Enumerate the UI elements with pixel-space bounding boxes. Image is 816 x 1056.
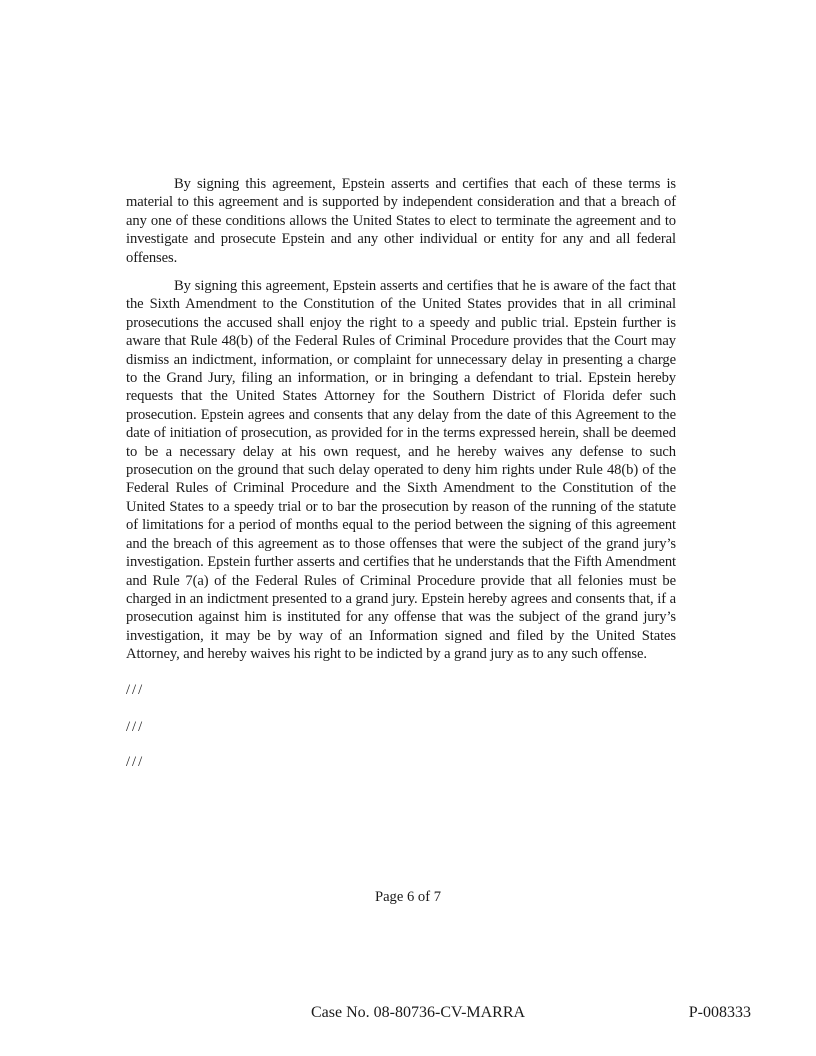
page-number: Page 6 of 7 (374, 889, 442, 905)
bates-number: P-008333 (688, 1004, 751, 1021)
agreement-paragraph-2: By signing this agreement, Epstein asserts and certifies that he is aware of the fact that the Sixth Amendment to the Constitution of the United States provides that in all criminal prosecutions the accused shall enjoy the right to a speedy and public trial. Epstein further is aware that Rule 48(b) of the Federal Rules of Criminal Procedure provides that the Court may dismiss an indictment, information, or complaint for unnecessary delay in presenting a charge to the Grand Jury, filing an information, or in bringing a defendant to trial. Epstein hereby requests that the United States Attorney for the Southern District of Florida defer such prosecution. Epstein agrees and consents that any delay from the date of this Agreement to the date of initiation of prosecution, as provided for in the terms expressed herein, shall be deemed to be a necessary delay at his own request, and he hereby waives any defense to such prosecution on the ground that such delay operated to deny him rights under Rule 48(b) of the Federal Rules of Criminal Procedure and the Sixth Amendment to the Constitution of the United States to a speedy trial or to bar the prosecution by reason of the running of the statute of limitations for a period of months equal to the period between the signing of this agreement and the breach of this agreement as to those offenses that were the subject of the grand jury’s investigation. Epstein further asserts and certifies that he understands that the Fifth Amendment and Rule 7(a) of the Federal Rules of Criminal Procedure provide that all felonies must be charged in an indictment presented to a grand jury. Epstein hereby agrees and consents that, if a prosecution against him is instituted for any offense that was the subject of the grand jury’s investigation, it may be by way of an Information signed and filed by the United States Attorney, and hereby waives his right to be indicted by a grand jury as to any such offense. (126, 278, 676, 663)
section-separator-2: /// (126, 719, 145, 735)
section-separator-3: /// (126, 754, 145, 770)
case-number: Case No. 08-80736-CV-MARRA (311, 1004, 526, 1021)
section-separator-1: /// (126, 682, 145, 698)
agreement-paragraph-1: By signing this agreement, Epstein asserts and certifies that each of these terms is material to this agreement and is supported by independent consideration and that a breach of any one of these conditions allows the United States to elect to terminate the agreement and to investigate and prosecute Epstein and any other individual or entity for any and all federal offenses. (126, 176, 676, 266)
